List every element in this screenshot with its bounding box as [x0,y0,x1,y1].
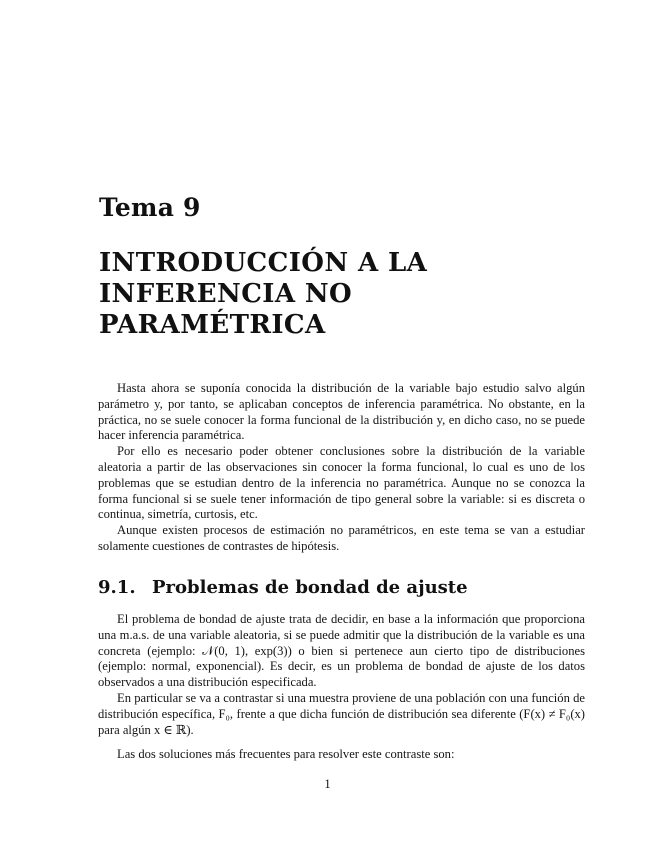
chapter-title [99,248,579,341]
section-paragraph: En particular se va a contrastar si una muestra proviene de una población con una función de distribución específica, F₀, frente a que dicha función de distribución sea diferente (F(x) ≠ F₀(x) para algún x ∈ ℝ). [98,690,585,737]
section-paragraph: El problema de bondad de ajuste trata de decidir, en base a la información que proporciona una m.a.s. de una variable aleatoria, si se puede admitir que la distribución de la variable es una concreta (ejemplo: 𝒩(0, 1), exp(3)) o bien si pertenece aun cierto tipo de distribuciones (ejemplo: normal, exponencial). Es decir, es un problema de bondad de ajuste de los datos observados a una distribución especificada. [98,612,585,690]
chapter-title-line: INTRODUCCIÓN A LA [99,248,428,278]
chapter-label: Tema 9 [99,193,201,222]
chapter-title-line: INFERENCIA NO [99,279,353,309]
intro-paragraph: Aunque existen procesos de estimación no paramétricos, en este tema se van a estudiar solamente cuestiones de contrastes de hipótesis. [98,523,585,553]
page-number: 1 [324,777,331,791]
section-paragraph: Las dos soluciones más frecuentes para resolver este contraste son: [117,747,455,762]
section-text [98,612,585,763]
intro-paragraph: Por ello es necesario poder obtener conclusiones sobre la distribución de la variable aleatoria a partir de las observaciones sin conocer la forma funcional, lo cual es uno de los problemas que se estudian dentro de la inferencia no paramétrica. Aunque no se conozca la forma funcional si se suele tener información de tipo general sobre la variable: si es discreta o continua, simetría, curtosis, etc. [98,444,585,522]
intro-text [98,381,585,555]
intro-paragraph: Hasta ahora se suponía conocida la distribución de la variable bajo estudio salvo algún parámetro y, por tanto, se aplicaban conceptos de inferencia paramétrica. No obstante, en la práctica, no se suele conocer la forma funcional de la distribución y, en dicho caso, no se puede hacer inferencia paramétrica. [98,381,585,443]
section-heading [98,577,468,599]
chapter-title-line: PARAMÉTRICA [99,310,326,340]
paragraph-spacer [98,738,585,747]
section-title: Problemas de bondad de ajuste [152,577,468,598]
section-number: 9.1. [98,577,136,598]
